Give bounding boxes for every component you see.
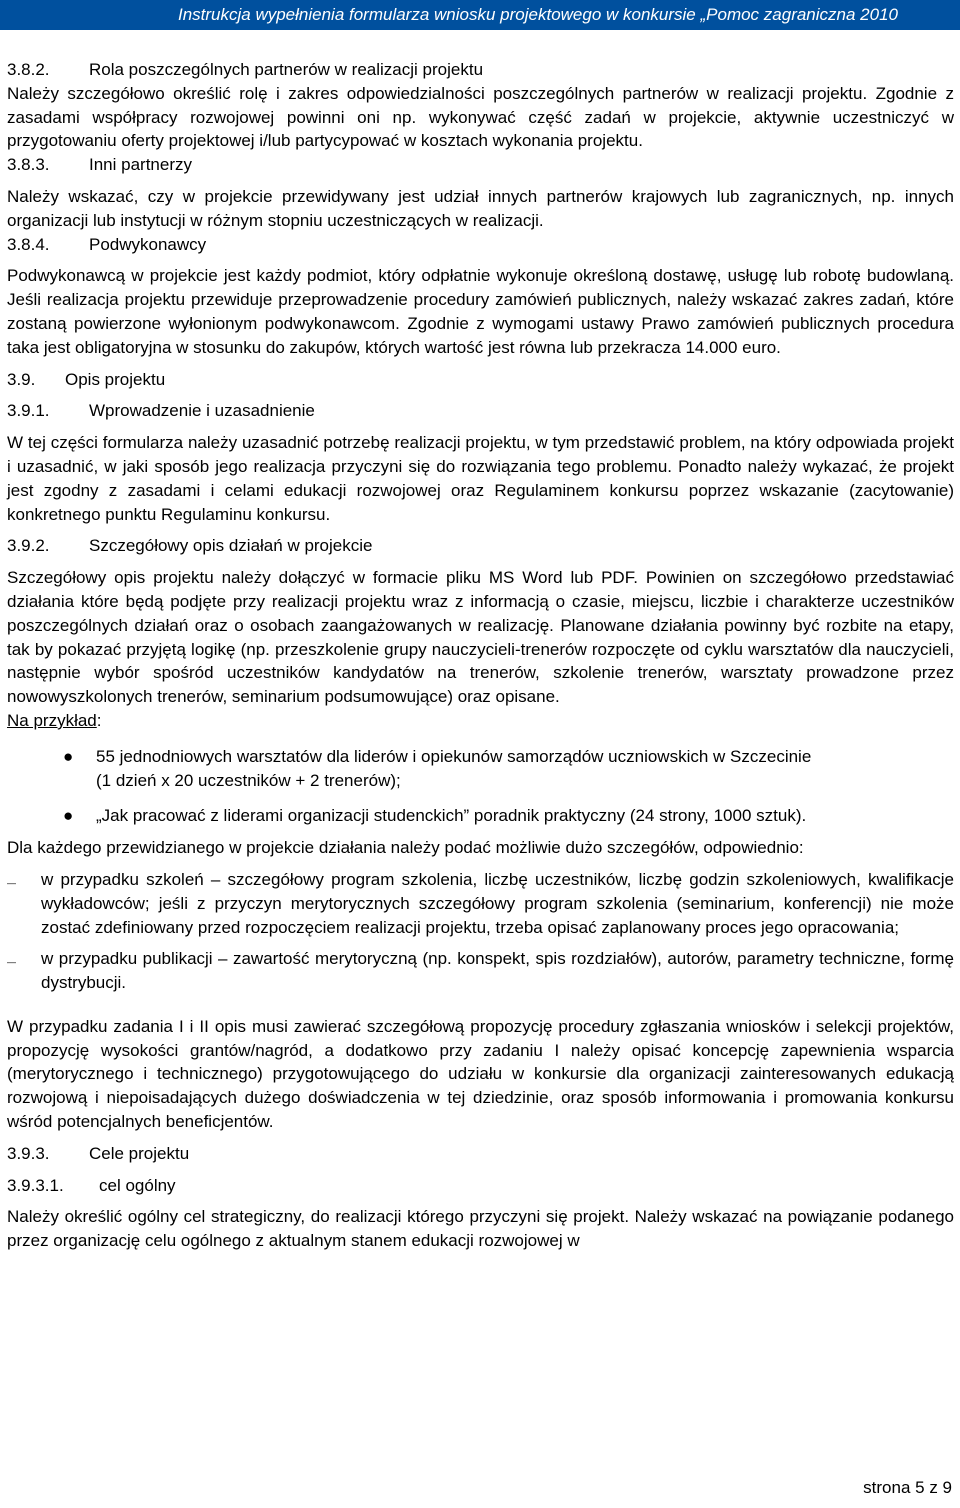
bullet-icon: ● bbox=[63, 806, 74, 826]
paragraph: Podwykonawcą w projekcie jest każdy podmiot, który odpłatnie wykonuje określoną dostawę, usługę lub robotę budowlaną. Jeśli realizacja projektu przewiduje przeprowadzenie procedury zamówień publicznych, należy wskazać zakres zadań, które zostaną powierzone wyłonionym podwykonawcom. Zgodnie z wymogami ustawy Prawo zamówień publicznych procedura taka jest obligatoryjna w stosunku do zakupów, których wartość jest równa lub przekracza 14.000 euro. bbox=[7, 266, 954, 357]
section-title: cel ogólny bbox=[99, 1175, 176, 1195]
paragraph: W tej części formularza należy uzasadnić potrzebę realizacji projektu, w tym przedstawić problem, na który odpowiada projekt i uzasadnić, w jaki sposób jego realizacja przyczyni się do rozwiązania tego problemu. Ponadto należy wykazać, że projekt jest zgodny z zasadami i celami edukacji rozwojowej oraz Regulaminem konkursu poprzez wskazanie (zacytowanie) konkretnego punktu Regulaminu konkursu. bbox=[7, 433, 954, 524]
dash-item: — w przypadku publikacji – zawartość merytoryczną (np. konspekt, spis rozdziałów), autorów, parametry techniczne, formę dystrybucji. bbox=[7, 949, 954, 993]
paragraph: Dla każdego przewidzianego w projekcie działania należy podać możliwie dużo szczegółów, odpowiednio: bbox=[7, 838, 804, 858]
section-heading-3-8-2 bbox=[7, 58, 954, 82]
section-title: Szczegółowy opis działań w projekcie bbox=[89, 536, 373, 556]
section-heading-3-9-1 bbox=[7, 399, 954, 423]
bullet-item: ● 55 jednodniowych warsztatów dla liderów i opiekunów samorządów uczniowskich w Szczecinie (1 dzień x 20 uczestników + 2 trenerów); bbox=[63, 746, 812, 790]
paragraph: W przypadku zadania I i II opis musi zawierać szczegółową propozycję procedury zgłaszania wniosków i selekcji projektów, propozycję wysokości grantów/nagród, a dodatkowo przy zadaniu I należy opisać koncepcję zapewnienia wsparcia (merytorycznego i technicznego) przygotowującego do udziału w konkursie dla organizacji zainteresowanych edukacją rozwojową i niepoisadających dużego doświadczenia w tej dziedzinie, oraz sposób informowania i promowania konkursu wśród potencjalnych beneficjentów. bbox=[7, 1016, 954, 1132]
section-number: 3.9.3.1. bbox=[7, 1175, 64, 1195]
section-number: 3.9.2. bbox=[7, 536, 50, 556]
section-heading-3-8-3 bbox=[7, 153, 954, 177]
paragraph: Należy szczegółowo określić rolę i zakres odpowiedzialności poszczególnych partnerów w realizacji projektu. Zgodnie z zasadami współpracy rozwojowej powinni oni np. wykonywać część zadań w projekcie, aktywnie uczestniczyć w przygotowaniu oferty projektowej i/lub partycypować w kosztach wykonania projektu. bbox=[7, 83, 954, 151]
page-number: strona 5 z 9 bbox=[863, 1478, 952, 1497]
section-number: 3.8.2. bbox=[7, 60, 50, 79]
dash-icon: — bbox=[7, 957, 16, 968]
section-title: Opis projektu bbox=[65, 369, 166, 389]
section-title: Rola poszczególnych partnerów w realizacji projektu bbox=[89, 60, 484, 79]
section-heading-3-9 bbox=[7, 368, 954, 392]
section-heading-3-9-3-1 bbox=[7, 1174, 954, 1198]
dash-item: — w przypadku szkoleń – szczegółowy program szkolenia, liczbę uczestników, liczbę godzin szkoleniowych, kwalifikacje wykładowców; jeśli z przyczyn merytorycznych szczegółowy program szkolenia (seminarium, konferencji) nie może zostać zdefiniowany przed rozpoczęciem realizacji projektu, trzeba opisać zaplanowany proces jego opracowania; bbox=[7, 869, 954, 937]
section-number: 3.9.3. bbox=[7, 1143, 50, 1163]
section-number: 3.9.1. bbox=[7, 401, 50, 421]
document-body bbox=[7, 58, 954, 1253]
section-title: Cele projektu bbox=[89, 1143, 190, 1163]
running-header: Instrukcja wypełnienia formularza wniosku projektowego w konkursie „Pomoc zagraniczna 2010 bbox=[0, 0, 960, 30]
bullet-icon: ● bbox=[63, 746, 74, 766]
section-title: Podwykonawcy bbox=[89, 234, 207, 254]
section-title: Inni partnerzy bbox=[89, 155, 192, 175]
example-label: Na przykład: bbox=[7, 710, 102, 730]
section-heading-3-9-3 bbox=[7, 1142, 954, 1166]
paragraph: Należy określić ogólny cel strategiczny, do realizacji którego przyczyni się projekt. Należy wskazać na powiązanie podanego przez organizację celu ogólnego z aktualnym stanem edukacji rozwojowej w bbox=[7, 1207, 954, 1251]
paragraph: Szczegółowy opis projektu należy dołączyć w formacie pliku MS Word lub PDF. Powinien on szczegółowo przedstawiać działania które będą podjęte przy realizacji projektu wraz z informacją o czasie, miejscu, liczbie i charakterze uczestników poszczególnych działań oraz o osobach zaangażowanych w realizację. Planowane działania powinny być rozbite na etapy, tak by pokazać przyjętą logikę (np. przeszkolenie grupy nauczycieli-trenerów rozpoczęte od cyklu warsztatów dla nauczycieli, następnie wybór spośród uczestników kandydatów na trenerów, szkolenie trenerów, warsztaty prowadzone przez nowowyszkolonych trenerów, seminarium podsumowujące) oraz opisane. bbox=[7, 568, 954, 707]
section-number: 3.8.4. bbox=[7, 234, 50, 254]
section-number: 3.8.3. bbox=[7, 155, 50, 175]
dash-icon: — bbox=[7, 877, 16, 888]
section-title: Wprowadzenie i uzasadnienie bbox=[89, 401, 315, 421]
paragraph: Należy wskazać, czy w projekcie przewidywany jest udział innych partnerów krajowych lub zagranicznych, np. innych organizacji lub instytucji w różnym stopniu uczestniczących w realizacji. bbox=[7, 186, 954, 230]
section-number: 3.9. bbox=[7, 369, 36, 389]
bullet-item: ● „Jak pracować z liderami organizacji studenckich” poradnik praktyczny (24 strony, 1000 sztuk). bbox=[7, 804, 954, 828]
section-heading-3-8-4 bbox=[7, 233, 954, 257]
section-heading-3-9-2 bbox=[7, 534, 954, 558]
